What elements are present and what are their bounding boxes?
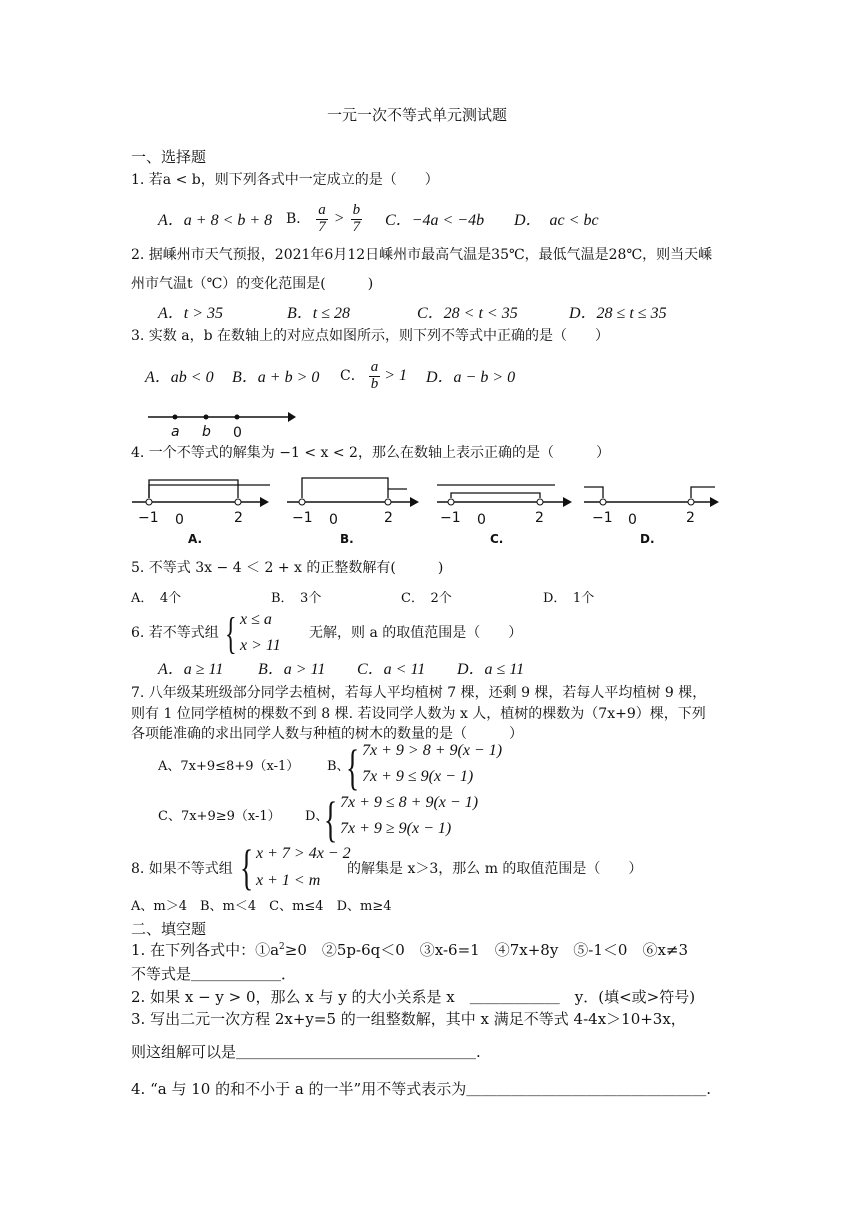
fill-1-line1-pre: 1. 在下列各式中：①a [131,941,280,959]
q6-system-line1: x ≤ a [240,611,272,628]
q7-option-a: A、7x+9≤8+9（x-1） [158,759,300,774]
q1-option-c: C．−4a < −4b [385,212,485,229]
q7-option-d-line1: 7x + 9 ≤ 8 + 9(x − 1) [340,794,479,811]
fill-1-line1 [131,943,688,958]
fill-3-line2: 则这组解可以是＿＿＿＿＿＿＿＿＿＿＿＿＿＿＿＿. [131,1043,481,1061]
question-6-stem-post: 无解，则 a 的取值范围是（ ） [309,625,523,641]
q2-option-b: B．t ≤ 28 [287,305,351,322]
q3-option-b: B．a + b > 0 [232,369,320,386]
q8-options: A、m＞4 B、m＜4 C、m≤4 D、m≥4 [131,899,392,914]
q7-option-b-label: B、 [327,759,350,774]
q4d-tick-2: 2 [686,510,695,526]
q3-option-d: D．a − b > 0 [426,369,516,386]
q4-option-c-label: C. [490,532,504,546]
q1-option-d: D． ac < bc [514,212,599,229]
q4a-tick-2: 2 [234,510,243,526]
q4b-tick-0: 0 [329,512,338,528]
fill-1-line1-post: ≥0 ②5p-6q＜0 ③x-6=1 ④7x+8y ⑤-1＜0 ⑥x≠3 [284,941,689,959]
q4d-tick-0: 0 [628,512,637,528]
q4-option-d-label: D. [640,532,655,546]
q1-option-a: A．a + 8 < b + 8 [158,212,273,229]
question-3-stem: 3. 实数 a，b 在数轴上的对应点如图所示，则下列不等式中正确的是（ ） [131,328,610,344]
q7-option-c: C、7x+9≥9（x-1） [158,809,281,824]
question-5-stem: 5. 不等式 3x − 4 ＜ 2 + x 的正整数解有( ) [131,560,444,576]
q6-option-a: A．a ≥ 11 [158,661,224,678]
q2-option-a: A．t > 35 [158,305,224,322]
q3-number-line [140,405,300,445]
q4c-tick-0: 0 [477,512,486,528]
q6-option-c: C．a < 11 [357,661,426,678]
q7-option-b-brace: { [346,739,360,795]
q7-option-b-line1: 7x + 9 > 8 + 9(x − 1) [362,742,503,759]
q3-fraction-a-over-b: $\frac{a}{b}$ [370,359,379,392]
section-heading-fill: 二、填空题 [131,920,207,938]
q6-option-b: B．a > 11 [258,661,326,678]
q3-option-c [340,360,407,393]
q7-option-b-line2: 7x + 9 ≤ 9(x − 1) [362,768,474,785]
question-2-stem-line1: 2. 据嵊州市天气预报，2021年6月12日嵊州市最高气温是35℃，最低气温是28℃，则当天嵊 [131,247,713,263]
q3-axis-label-b: b [202,424,211,440]
q7-option-d-line2: 7x + 9 ≥ 9(x − 1) [340,820,452,837]
question-6-stem-pre: 6. 若不等式组 [131,625,219,641]
fill-3-line1: 3. 写出二元一次方程 2x+y=5 的一组整数解，其中 x 满足不等式 4-4x＞10+3x， [131,1010,686,1028]
q5-option-a: A． 4个 [131,591,182,606]
question-8-stem-post: 的解集是 x＞3，那么 m 的取值范围是（ ） [347,861,643,877]
q3-option-a: A．ab < 0 [145,369,214,386]
q5-option-d: D． 1个 [543,591,595,606]
question-7-line2: 则有 1 位同学植树的棵数不到 8 棵. 若设同学人数为 x 人，植树的棵数为（7x+9）棵，下列 [131,706,706,722]
q4c-tick-2: 2 [535,510,544,526]
q2-option-c: C．28 < t < 35 [417,305,518,322]
q4-option-a-label: A. [188,532,203,546]
q6-brace: { [225,609,237,658]
question-2-stem-line2: 州市气温t（℃）的变化范围是( ) [131,276,374,292]
q8-system-line2: x + 1 < m [256,872,321,889]
q5-option-c: C． 2个 [401,591,452,606]
q8-brace: { [240,839,254,895]
q1-fraction-a-over-7: $\frac{a}{7}$ [318,202,326,235]
q7-option-d-brace: { [324,791,338,847]
fill-4: 4. “a 与 10 的和不小于 a 的一半”用不等式表示为＿＿＿＿＿＿＿＿＿＿＿＿＿＿＿＿. [131,1080,712,1098]
fill-2: 2. 如果 x − y > 0，那么 x 与 y 的大小关系是 x ＿＿＿＿＿＿ y．(填<或>符号) [131,988,696,1006]
q3-axis-label-0: 0 [233,425,242,441]
q4a-tick-0: 0 [175,512,184,528]
question-1-stem: 1. 若a < b，则下列各式中一定成立的是（ ） [131,172,439,188]
q3-axis-label-a: a [171,424,180,440]
q2-option-d: D．28 ≤ t ≤ 35 [569,305,667,322]
q7-option-d-label: D、 [305,809,329,824]
q4a-tick-neg1: −1 [138,510,159,526]
q5-option-b: B． 3个 [271,591,322,606]
q4d-tick-neg1: −1 [592,510,613,526]
q1-option-b-label: B． [286,211,311,228]
fill-1-line2: 不等式是＿＿＿＿＿＿． [131,965,297,983]
q6-system-line2: x > 11 [240,637,281,654]
section-heading-choice: 一、选择题 [131,148,207,166]
q1-fraction-b-over-7: $\frac{b}{7}$ [352,202,361,235]
question-7-line3: 各项能准确的求出同学人数与种植的树木的数量的是（ ） [131,726,523,742]
q1-op: > [333,210,345,228]
question-7-line1: 7. 八年级某班级部分同学去植树，若每人平均植树 7 棵，还剩 9 棵，若每人平均植树 9 棵， [131,685,707,701]
q4-option-b-label: B. [340,532,354,546]
q6-option-d: D．a ≤ 11 [457,661,525,678]
q4b-tick-2: 2 [384,510,393,526]
q4b-tick-neg1: −1 [292,510,313,526]
q8-system-line1: x + 7 > 4x − 2 [256,845,351,862]
question-8-stem-pre: 8. 如果不等式组 [131,861,233,877]
question-4-stem: 4. 一个不等式的解集为 −1 < x < 2，那么在数轴上表示正确的是（ ） [131,445,610,461]
q1-option-b [286,203,362,236]
page-title: 一元一次不等式单元测试题 [327,106,508,124]
fill-1-superscript: 2 [279,942,285,952]
q3-option-c-label: C． [340,368,365,385]
q3-option-c-rest: > 1 [384,367,408,385]
q4c-tick-neg1: −1 [440,510,461,526]
